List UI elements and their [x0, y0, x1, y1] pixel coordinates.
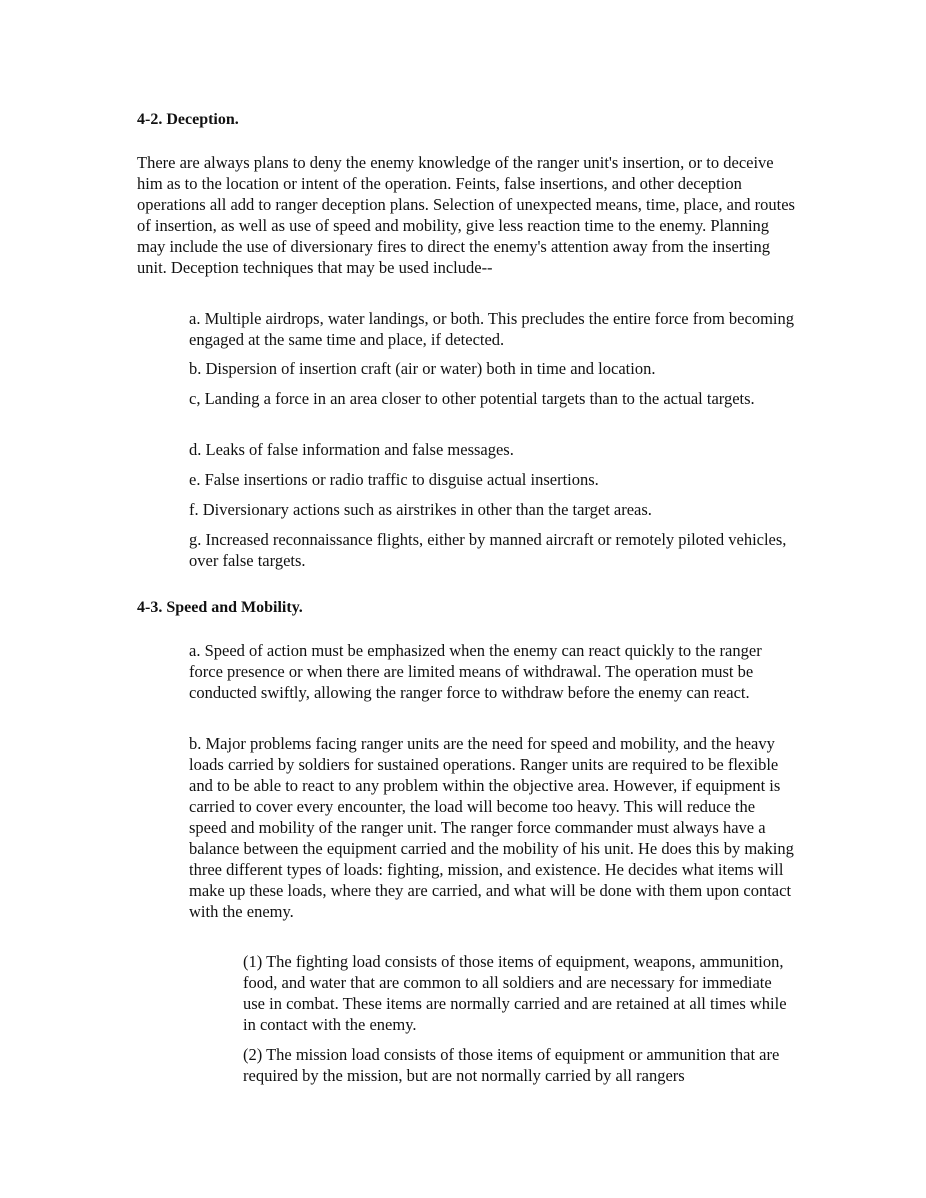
deception-item-c: c, Landing a force in an area closer to other potential targets than to the actual targets. — [189, 389, 755, 408]
deception-item-e: e. False insertions or radio traffic to disguise actual insertions. — [189, 470, 599, 489]
deception-item-b: b. Dispersion of insertion craft (air or water) both in time and location. — [189, 359, 656, 378]
deception-item-d: d. Leaks of false information and false messages. — [189, 440, 514, 459]
speed-subitem-2: (2) The mission load consists of those items of equipment or ammunition that are required by the mission, but are not normally carried by all rangers — [243, 1045, 780, 1085]
section-4-2-heading: 4-2. Deception. — [137, 111, 239, 128]
deception-item-f: f. Diversionary actions such as airstrikes in other than the target areas. — [189, 500, 652, 519]
deception-item-g: g. Increased reconnaissance flights, either by manned aircraft or remotely piloted vehicles, over false targets. — [189, 530, 787, 570]
speed-item-a: a. Speed of action must be emphasized when the enemy can react quickly to the ranger force presence or when there are limited means of withdrawal. The operation must be conducted swiftly, allowing the ranger force to withdraw before the enemy can react. — [189, 641, 762, 702]
section-4-2-intro-paragraph: There are always plans to deny the enemy knowledge of the ranger unit's insertion, or to deceive him as to the location or intent of the operation. Feints, false insertions, and other deception operations all add to ranger deception plans. Selection of unexpected means, time, place, and routes of insertion, as well as use of speed and mobility, give less reaction time to the enemy. Planning may include the use of diversionary fires to direct the enemy's attention away from the inserting unit. Deception techniques that may be used include-- — [137, 153, 795, 277]
section-4-3-heading: 4-3. Speed and Mobility. — [137, 599, 303, 616]
speed-subitem-1: (1) The fighting load consists of those items of equipment, weapons, ammunition, food, and water that are common to all soldiers and are necessary for immediate use in combat. These items are normally carried and are retained at all times while in contact with the enemy. — [243, 952, 787, 1034]
speed-item-b: b. Major problems facing ranger units are the need for speed and mobility, and the heavy loads carried by soldiers for sustained operations. Ranger units are required to be flexible and to be able to react to any problem within the objective area. However, if equipment is carried to cover every encounter, the load will become too heavy. This will reduce the speed and mobility of the ranger unit. The ranger force commander must always have a balance between the equipment carried and the mobility of his unit. He does this by making three different types of loads: fighting, mission, and existence. He decides what items will make up these loads, where they are carried, and what will be done with them upon contact with the enemy. — [189, 734, 794, 921]
deception-item-a: a. Multiple airdrops, water landings, or both. This precludes the entire force from becoming engaged at the same time and place, if detected. — [189, 309, 794, 349]
